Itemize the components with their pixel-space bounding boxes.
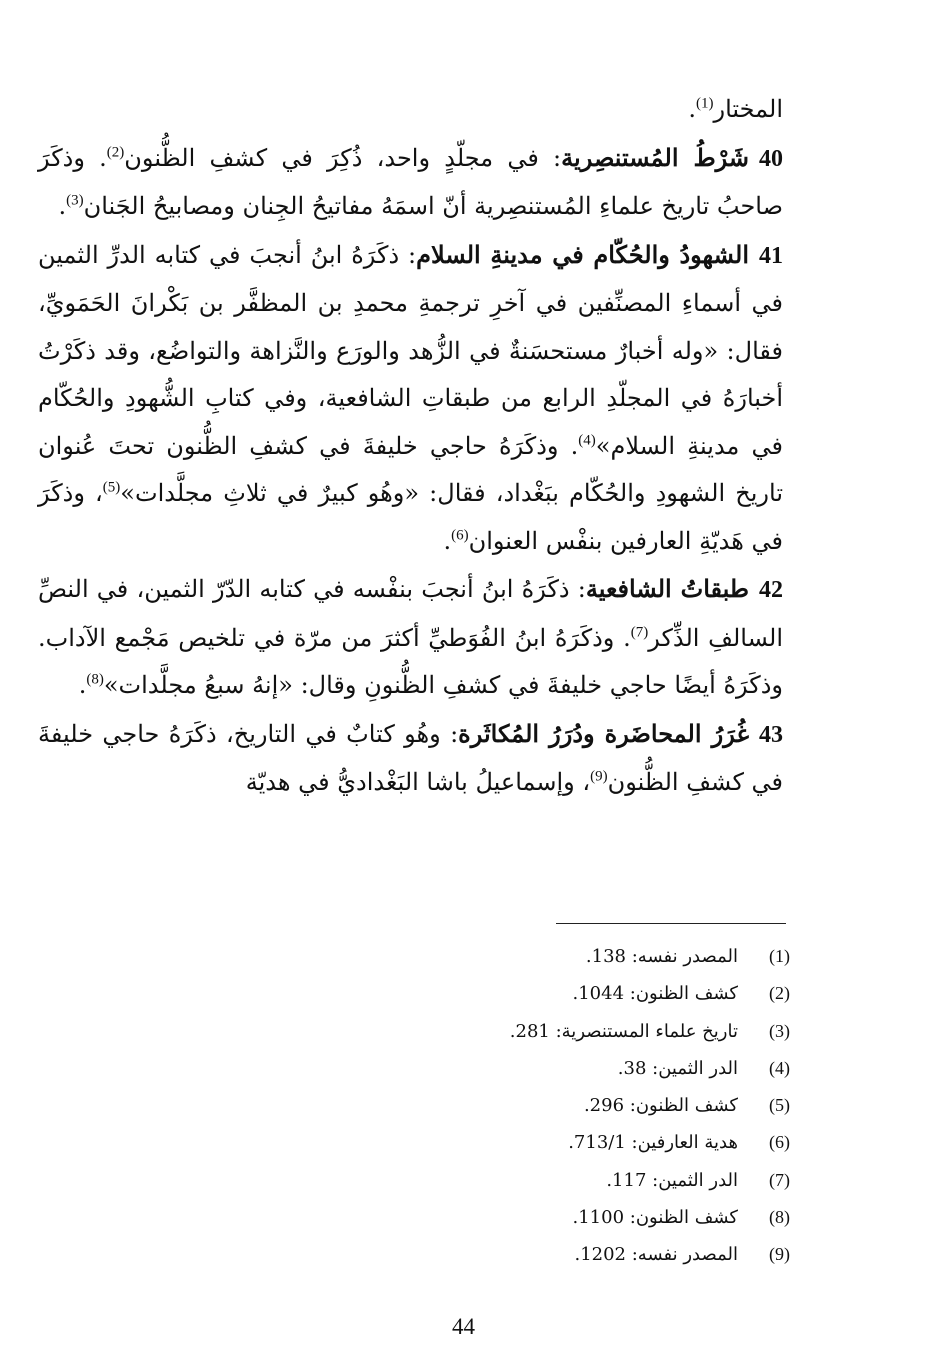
entry-paragraph [38, 565, 783, 710]
footnote-marker: (7) [769, 1169, 790, 1190]
body-text: . وذكَرَهُ حاجي خليفةَ في كشفِ الظُّنون تحتَ عُنوان تاريخ الشهودِ والحُكّام ببَغْداد، فقال: «وهُو كبيرٌ في ثلاثِ مجلَّدات» [38, 431, 783, 507]
body-text: ، وإسماعيلُ باشا البَغْداديُّ في هديّة [245, 768, 591, 796]
footnote-reference[interactable]: (6) [451, 526, 469, 543]
footnote-text: كشف الظنون: 296. [583, 1095, 738, 1117]
footnote-text: الدر الثمين: 38. [617, 1057, 738, 1079]
footnote-marker: (5) [769, 1095, 790, 1116]
footnote-reference[interactable]: (1) [696, 95, 714, 112]
body-text: . [443, 526, 452, 555]
footnote-marker: (8) [769, 1207, 790, 1228]
footnote-item [300, 1124, 790, 1161]
body-text: . [58, 192, 67, 220]
body-text: : في مجلّدٍ واحد، ذُكِرَ في كشفِ الظُّنون [124, 143, 562, 172]
footnote-reference[interactable]: (5) [102, 479, 121, 496]
entry-paragraph [38, 231, 783, 566]
footnote-reference[interactable]: (2) [106, 143, 125, 160]
footnote-marker: (2) [769, 983, 790, 1004]
body-text: . وذكَرَ صاحبُ تاريخ علماءِ المُستنصِرية أنّ اسمَهُ مفاتيحُ الجِنان ومصابيحُ الجَنان [38, 143, 783, 220]
footnote-item [300, 1199, 790, 1236]
entry-number: 42 [759, 577, 784, 603]
footnote-item [300, 975, 790, 1012]
entry-title: طبقاتُ الشافعية [585, 574, 750, 603]
body-text: ، وذكَرَ في هَديّةِ العارفين بنفْس العنوان [38, 479, 783, 555]
body-text: . [78, 671, 87, 699]
entry-title: غُرَرُ المحاضَرة ودُرَرُ المُكاثَرة [458, 718, 749, 748]
footnote-separator [556, 923, 786, 924]
footnote-item [300, 1236, 790, 1273]
footnote-text: كشف الظنون: 1044. [572, 983, 738, 1005]
footnote-marker: (3) [769, 1020, 790, 1041]
footnotes-list [300, 938, 790, 1274]
footnote-reference[interactable]: (8) [86, 671, 104, 688]
footnote-reference[interactable]: (4) [578, 431, 596, 448]
footnote-item [300, 1162, 790, 1199]
footnote-reference[interactable]: (9) [590, 768, 608, 785]
footnote-marker: (4) [769, 1057, 790, 1078]
entry-number: 40 [759, 145, 783, 172]
body-text: . وذكَرَهُ ابنُ الفُوَطيِّ أكثرَ من مرّة في تلخيص مَجْمع الآداب. وذكَرَهُ أيضًا حاجي خليفةَ في كشفِ الظُّنونِ وقال: «إنهُ سبعُ مجلَّدات» [38, 623, 783, 699]
footnote-reference[interactable]: (3) [66, 192, 84, 209]
footnote-item [300, 938, 790, 975]
body-text: : ذكَرَهُ ابنُ أنجبَ بنفْسه في كتابه الدّرّ الثمين، في النصِّ السالفِ الذِّكر [38, 575, 784, 652]
footnote-reference[interactable]: (7) [630, 623, 649, 640]
page-number: 44 [452, 1314, 475, 1339]
footnote-item [300, 1087, 790, 1124]
main-text [38, 86, 783, 807]
footnote-marker: (1) [769, 946, 790, 966]
footnote-marker: (6) [769, 1132, 790, 1153]
footnote-text: هدية العارفين: 713/1. [568, 1132, 738, 1154]
body-text: : وهُو كتابٌ في التاريخ، ذكَرَهُ حاجي خليفةَ في كشفِ الظُّنون [38, 719, 783, 796]
body-text: : ذكَرَهُ ابنُ أنجبَ في كتابه الدرِّ الثمين في أسماءِ المصنِّفين في آخرِ ترجمةِ محمدِ بن المظفَّر بن بَكْرانَ الحَمَويِّ، فقال: «وله أخبارٌ مستحسَنةٌ في الزُّهد والورَع والنَّزاهة والتواضُع، وقد ذكَرْتُ أخبارَهُ في المجلّدِ الرابع من طبقاتِ الشافعية، وفي كتابِ الشُّهودِ والحُكّام في مدينةِ السلام» [38, 240, 784, 460]
footnote-item [300, 1050, 790, 1087]
footnote-text: المصدر نفسه: 1202. [574, 1244, 738, 1266]
footnote-item [300, 1013, 790, 1050]
entry-number: 43 [759, 721, 783, 748]
footnote-text: تاريخ علماء المستنصرية: 281. [509, 1020, 738, 1042]
body-text: . [688, 95, 696, 123]
footnote-text: كشف الظنون: 1100. [572, 1207, 738, 1229]
entry-title: الشهودُ والحُكّام في مدينةِ السلام [416, 239, 749, 269]
footnote-text: المصدر نفسه: 138. [585, 946, 738, 967]
entry-paragraph [38, 710, 783, 807]
footnote-marker: (9) [769, 1244, 790, 1265]
entry-paragraph [38, 134, 783, 231]
footnote-text: الدر الثمين: 117. [606, 1169, 738, 1191]
entry-title: شَرْطُ المُستنصِرية [561, 142, 749, 172]
entry-number: 41 [759, 242, 783, 269]
body-text: المختار [713, 95, 783, 123]
continuation-paragraph [38, 86, 783, 134]
